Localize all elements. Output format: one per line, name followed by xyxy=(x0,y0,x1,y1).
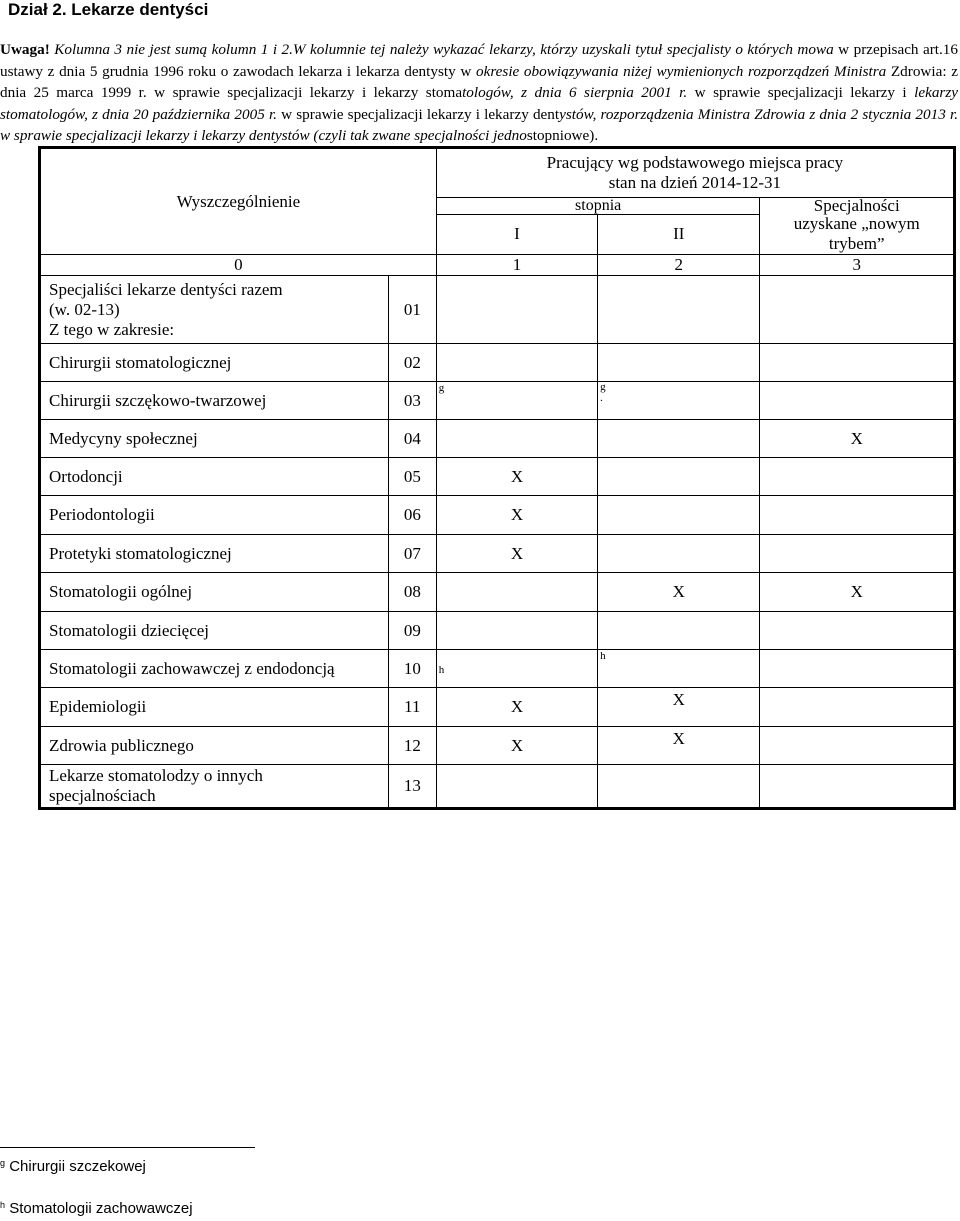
note-paragraph xyxy=(0,39,958,147)
note-text-5: tologów, z dnia 6 sierpnia 2001 r. xyxy=(462,84,688,101)
row-13-c1 xyxy=(436,765,597,809)
row-07-code: 07 xyxy=(388,535,436,573)
header-num-3: 3 xyxy=(760,255,955,276)
note-text-6: w sprawie specjalizacji lekarzy i xyxy=(687,84,915,101)
row-02-label: Chirurgii stomatologicznej xyxy=(40,344,389,382)
row-07-label: Protetyki stomatologicznej xyxy=(40,535,389,573)
note-text-1: Kolumna 3 nie jest sumą kolumn 1 i 2.W kolumnie tej należy wykazać lekarzy, którzy uzyskali tytuł specjalisty o których mowa xyxy=(49,41,834,58)
row-07-c3 xyxy=(760,535,955,573)
row-04-c3: X xyxy=(760,420,955,458)
row-04-label: Medycyny społecznej xyxy=(40,420,389,458)
row-razem-label xyxy=(40,276,389,344)
footnote-mark-dot: . xyxy=(600,392,603,404)
row-12-c1: X xyxy=(436,727,597,765)
row-05-c3 xyxy=(760,458,955,496)
footnote-mark-h: h xyxy=(438,663,445,676)
dentists-table xyxy=(38,146,956,810)
row-04-c1 xyxy=(436,420,597,458)
row-10-c1 xyxy=(436,650,597,688)
row-12-c3 xyxy=(760,727,955,765)
header-spec-line1: Specjalności xyxy=(760,198,955,215)
section-title: Dział 2. Lekarze dentyści xyxy=(8,0,209,19)
row-13-line1: Lekarze stomatolodzy o innych xyxy=(49,766,263,785)
footnote-mark-g: g xyxy=(600,381,606,393)
row-08-c3: X xyxy=(760,573,955,612)
row-08-label: Stomatologii ogólnej xyxy=(40,573,389,612)
row-13-code: 13 xyxy=(388,765,436,809)
header-group xyxy=(436,148,954,198)
row-09-c2 xyxy=(598,612,760,650)
row-05-label: Ortodoncji xyxy=(40,458,389,496)
header-col-ii: II xyxy=(598,214,760,255)
footnote-g-text: Chirurgii szczekowej xyxy=(9,1158,146,1175)
header-group-line1: Pracujący wg podstawowego miejsca pracy xyxy=(546,153,844,172)
footnote-h xyxy=(0,1200,193,1217)
row-07-c2 xyxy=(598,535,760,573)
header-num-2: 2 xyxy=(598,255,760,276)
row-09-c1 xyxy=(436,612,597,650)
footnote-mark-g: g xyxy=(438,382,445,394)
row-11-c2: X xyxy=(598,688,760,727)
header-col-i: I xyxy=(436,214,597,255)
row-09-c3 xyxy=(760,612,955,650)
note-text-9: ystów, rozporządzenia Ministra Zdrowia z dnia 2 stycznia 2013 r. w sprawie specjalizacji lekarzy i lekarzy dentystów (czyli tak zwane specjalności jedno xyxy=(0,105,958,144)
row-02-c2 xyxy=(598,344,760,382)
row-10-label: Stomatologii zachowawczej z endodoncją xyxy=(40,650,389,688)
row-03-c1 xyxy=(436,382,597,420)
row-11-c3 xyxy=(760,688,955,727)
row-02-c3 xyxy=(760,344,955,382)
row-10-c2 xyxy=(598,650,760,688)
row-10-code: 10 xyxy=(388,650,436,688)
row-03-c3 xyxy=(760,382,955,420)
header-num-1: 1 xyxy=(436,255,597,276)
row-razem-line2: (w. 02-13) xyxy=(49,299,120,319)
footnote-divider xyxy=(0,1147,255,1148)
row-12-c2: X xyxy=(598,727,760,765)
row-09-code: 09 xyxy=(388,612,436,650)
row-06-label: Periodontologii xyxy=(40,496,389,535)
row-06-c3 xyxy=(760,496,955,535)
row-09-label: Stomatologii dziecięcej xyxy=(40,612,389,650)
row-08-c2: X xyxy=(598,573,760,612)
row-07-c1: X xyxy=(436,535,597,573)
row-05-c2 xyxy=(598,458,760,496)
row-04-c2 xyxy=(598,420,760,458)
note-text-10: stopniowe). xyxy=(526,127,599,144)
row-11-c1: X xyxy=(436,688,597,727)
row-08-code: 08 xyxy=(388,573,436,612)
row-06-c2 xyxy=(598,496,760,535)
note-text-2: w przepisach art.16 ustawy z dnia 5 grudnia 1996 roku o zawodach lekarza i lekarza dentysty w xyxy=(0,41,958,80)
row-11-code: 11 xyxy=(388,688,436,727)
row-razem-line1: Specjaliści lekarze dentyści razem xyxy=(49,279,283,299)
row-13-line2: specjalnościach xyxy=(49,786,156,805)
row-13-c3 xyxy=(760,765,955,809)
row-08-c1 xyxy=(436,573,597,612)
row-04-code: 04 xyxy=(388,420,436,458)
row-razem-sub: Z tego w zakresie: xyxy=(49,319,175,339)
row-13-label xyxy=(40,765,389,809)
header-spec-line3: trybem” xyxy=(828,234,885,253)
row-11-label: Epidemiologii xyxy=(40,688,389,727)
header-spec-line2: uzyskane „nowym xyxy=(793,214,920,233)
footnote-g-mark: g xyxy=(0,1158,6,1168)
row-razem-code: 01 xyxy=(388,276,436,344)
row-razem-c3 xyxy=(760,276,955,344)
row-02-c1 xyxy=(436,344,597,382)
row-12-label: Zdrowia publicznego xyxy=(40,727,389,765)
row-razem-c2 xyxy=(598,276,760,344)
row-12-code: 12 xyxy=(388,727,436,765)
row-10-c3 xyxy=(760,650,955,688)
note-text-7: lekarzy stomatologów, z dnia 20 października 2005 r. xyxy=(0,84,958,123)
row-03-label: Chirurgii szczękowo-twarzowej xyxy=(40,382,389,420)
row-03-code: 03 xyxy=(388,382,436,420)
header-group-line2: stan na dzień 2014-12-31 xyxy=(608,173,782,192)
footnote-h-text: Stomatologii zachowawczej xyxy=(9,1200,193,1217)
header-stopnia: stopnia xyxy=(436,198,760,215)
footnote-h-mark: h xyxy=(0,1200,6,1210)
note-text-3: okresie obowiązywania niżej wymienionych rozporządzeń Ministra xyxy=(475,62,887,80)
note-text-8: w sprawie specjalizacji lekarzy i lekarzy dent xyxy=(276,105,560,123)
header-num-0: 0 xyxy=(40,255,437,276)
note-prefix: Uwaga! xyxy=(0,41,50,58)
header-spec xyxy=(760,214,955,255)
row-13-c2 xyxy=(598,765,760,809)
footnote-g xyxy=(0,1158,146,1175)
row-razem-c1 xyxy=(436,276,597,344)
row-02-code: 02 xyxy=(388,344,436,382)
header-wyszczegolnienie: Wyszczególnienie xyxy=(40,148,437,255)
row-05-code: 05 xyxy=(388,458,436,496)
row-06-c1: X xyxy=(436,496,597,535)
footnote-mark-h: h xyxy=(600,650,606,662)
row-05-c1: X xyxy=(436,458,597,496)
row-06-code: 06 xyxy=(388,496,436,535)
note-text-4: Zdrowia: z dnia 25 marca 1999 r. w sprawie specjalizacji lekarzy i lekarzy stoma xyxy=(0,62,958,101)
row-03-c2 xyxy=(598,382,760,420)
